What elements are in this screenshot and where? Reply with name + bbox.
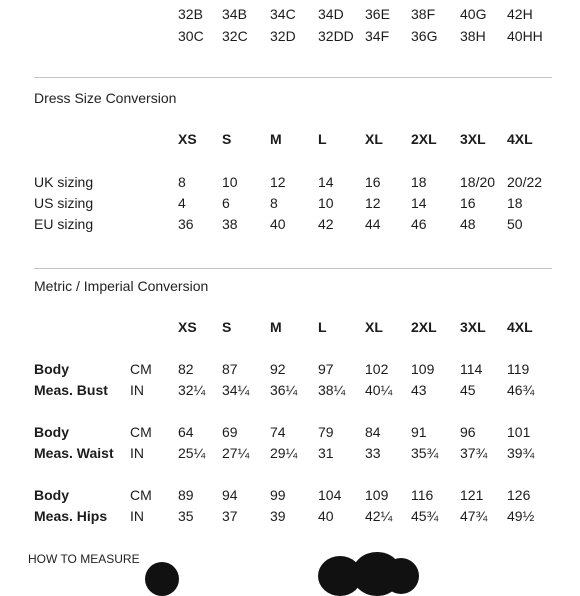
size-header: 3XL	[460, 131, 486, 147]
bra-size-cell: 40G	[460, 6, 487, 22]
table-cell: 18	[507, 195, 523, 211]
bra-size-cell: 34B	[222, 6, 247, 22]
bra-size-cell: 38F	[411, 6, 436, 22]
size-header: 3XL	[460, 319, 486, 335]
table-cell: 94	[222, 487, 238, 503]
table-cell: 50	[507, 216, 523, 232]
size-header: S	[222, 319, 232, 335]
row-label: US sizing	[34, 195, 94, 211]
table-cell: 92	[270, 361, 286, 377]
table-cell: 82	[178, 361, 194, 377]
table-cell: 32¼	[178, 382, 206, 398]
table-cell: 40¼	[365, 382, 393, 398]
table-cell: 34¼	[222, 382, 250, 398]
size-header: XL	[365, 131, 383, 147]
table-cell: 37¾	[460, 445, 488, 461]
table-cell: 96	[460, 424, 476, 440]
table-cell: 10	[318, 195, 334, 211]
table-cell: 74	[270, 424, 286, 440]
unit-label: IN	[130, 382, 144, 398]
figure-hair-illustration	[383, 558, 419, 594]
size-header: 2XL	[411, 319, 437, 335]
size-header: L	[318, 131, 327, 147]
table-cell: 126	[507, 487, 531, 503]
size-header: 4XL	[507, 319, 533, 335]
table-cell: 43	[411, 382, 427, 398]
table-cell: 89	[178, 487, 194, 503]
table-cell: 37	[222, 508, 238, 524]
table-cell: 38¼	[318, 382, 346, 398]
unit-label: CM	[130, 361, 152, 377]
table-cell: 14	[411, 195, 427, 211]
section-divider	[34, 268, 552, 269]
table-cell: 48	[460, 216, 476, 232]
table-cell: 39¾	[507, 445, 535, 461]
unit-label: CM	[130, 487, 152, 503]
table-cell: 8	[270, 195, 278, 211]
measurement-label: Meas. Bust	[34, 382, 108, 398]
table-cell: 27¼	[222, 445, 250, 461]
table-cell: 33	[365, 445, 381, 461]
table-cell: 16	[460, 195, 476, 211]
table-cell: 99	[270, 487, 286, 503]
bra-size-cell: 40HH	[507, 28, 543, 44]
unit-label: IN	[130, 508, 144, 524]
table-cell: 35¾	[411, 445, 439, 461]
metric-section-title: Metric / Imperial Conversion	[34, 278, 209, 294]
table-cell: 45¾	[411, 508, 439, 524]
table-cell: 45	[460, 382, 476, 398]
row-label: UK sizing	[34, 174, 94, 190]
table-cell: 42	[318, 216, 334, 232]
table-cell: 12	[270, 174, 286, 190]
table-cell: 46¾	[507, 382, 535, 398]
table-cell: 42¼	[365, 508, 393, 524]
measurement-label: Body	[34, 424, 69, 440]
bra-size-cell: 36G	[411, 28, 438, 44]
table-cell: 10	[222, 174, 238, 190]
dress-section-title: Dress Size Conversion	[34, 90, 177, 106]
figure-head-illustration	[145, 562, 179, 596]
table-cell: 46	[411, 216, 427, 232]
table-cell: 29¼	[270, 445, 298, 461]
table-cell: 31	[318, 445, 334, 461]
table-cell: 6	[222, 195, 230, 211]
table-cell: 36	[178, 216, 194, 232]
bra-size-cell: 38H	[460, 28, 486, 44]
table-cell: 44	[365, 216, 381, 232]
size-header: S	[222, 131, 232, 147]
bra-size-cell: 36E	[365, 6, 390, 22]
size-header: L	[318, 319, 327, 335]
bra-size-cell: 42H	[507, 6, 533, 22]
unit-label: CM	[130, 424, 152, 440]
section-divider	[34, 77, 552, 78]
measurement-label: Meas. Waist	[34, 445, 114, 461]
table-cell: 79	[318, 424, 334, 440]
bra-size-cell: 32DD	[318, 28, 354, 44]
table-cell: 36¼	[270, 382, 298, 398]
table-cell: 109	[365, 487, 389, 503]
table-cell: 16	[365, 174, 381, 190]
table-cell: 69	[222, 424, 238, 440]
size-header: XS	[178, 131, 197, 147]
table-cell: 18	[411, 174, 427, 190]
table-cell: 121	[460, 487, 484, 503]
bra-size-cell: 34D	[318, 6, 344, 22]
table-cell: 18/20	[460, 174, 496, 190]
table-cell: 116	[411, 487, 434, 503]
table-cell: 20/22	[507, 174, 543, 190]
measurement-label: Meas. Hips	[34, 508, 108, 524]
unit-label: IN	[130, 445, 144, 461]
table-cell: 47¾	[460, 508, 488, 524]
size-header: M	[270, 319, 282, 335]
table-cell: 64	[178, 424, 194, 440]
size-header: 4XL	[507, 131, 533, 147]
table-cell: 114	[460, 361, 483, 377]
size-header: M	[270, 131, 282, 147]
row-label: EU sizing	[34, 216, 94, 232]
table-cell: 101	[507, 424, 531, 440]
bra-size-cell: 34C	[270, 6, 296, 22]
table-cell: 97	[318, 361, 334, 377]
size-header: XL	[365, 319, 383, 335]
bra-size-cell: 32B	[178, 6, 203, 22]
table-cell: 40	[270, 216, 286, 232]
measurement-label: Body	[34, 487, 69, 503]
table-cell: 119	[507, 361, 530, 377]
table-cell: 104	[318, 487, 342, 503]
table-cell: 87	[222, 361, 238, 377]
how-to-measure-heading: HOW TO MEASURE	[28, 552, 140, 566]
bra-size-cell: 32D	[270, 28, 296, 44]
table-cell: 49½	[507, 508, 535, 524]
table-cell: 25¼	[178, 445, 206, 461]
bra-size-cell: 34F	[365, 28, 390, 44]
table-cell: 8	[178, 174, 186, 190]
table-cell: 39	[270, 508, 286, 524]
bra-size-cell: 30C	[178, 28, 204, 44]
table-cell: 40	[318, 508, 334, 524]
size-header: 2XL	[411, 131, 437, 147]
table-cell: 102	[365, 361, 389, 377]
table-cell: 109	[411, 361, 435, 377]
table-cell: 4	[178, 195, 186, 211]
bra-size-cell: 32C	[222, 28, 248, 44]
size-header: XS	[178, 319, 197, 335]
table-cell: 14	[318, 174, 334, 190]
measurement-label: Body	[34, 361, 69, 377]
table-cell: 38	[222, 216, 238, 232]
table-cell: 35	[178, 508, 194, 524]
table-cell: 91	[411, 424, 427, 440]
table-cell: 84	[365, 424, 381, 440]
table-cell: 12	[365, 195, 381, 211]
